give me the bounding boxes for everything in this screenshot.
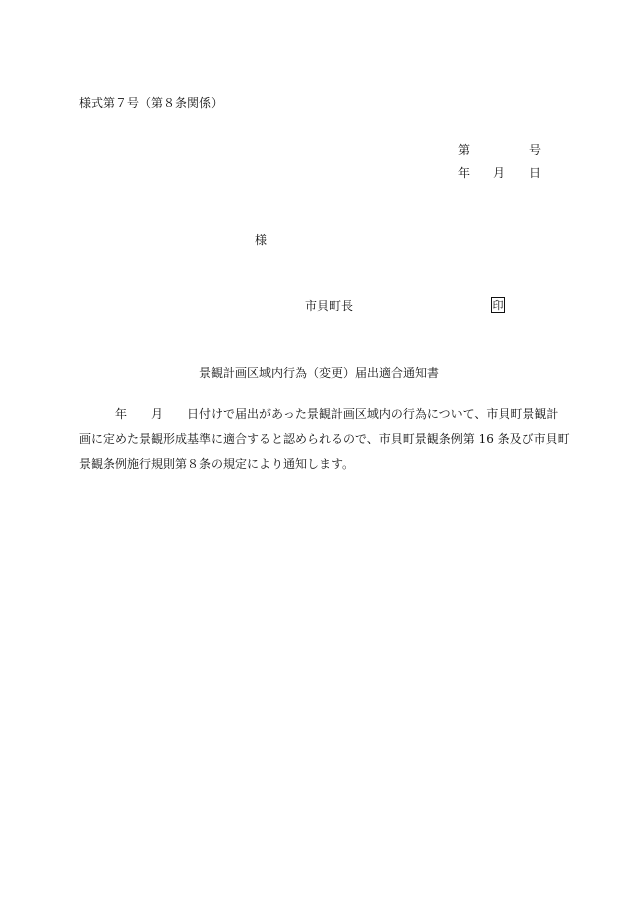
date-year-label: 年 (458, 166, 471, 180)
document-number-prefix: 第 (458, 143, 471, 157)
body-line-2: 画に定めた景観形成基準に適合すると認められるので、市貝町景観条例第 16 条及び市貝町 (79, 432, 570, 446)
date-month-label: 月 (493, 166, 506, 180)
body-line-3: 景観条例施行規則第８条の規定により通知します。 (79, 457, 355, 471)
addressee-honorific: 様 (255, 233, 268, 247)
issuer-name: 市貝町長 (305, 299, 354, 313)
body-month-label: 月 (151, 407, 164, 421)
document-title: 景観計画区域内行為（変更）届出適合通知書 (199, 366, 440, 380)
date-day-label: 日 (529, 166, 542, 180)
seal-mark: 印 (492, 298, 504, 312)
document-number-suffix: 号 (529, 143, 542, 157)
body-line-1 (79, 408, 558, 420)
body-year-label: 年 (115, 407, 128, 421)
body-line-1-text: 日付けで届出があった景観計画区域内の行為について、市貝町景観計 (187, 407, 559, 421)
form-number: 様式第７号（第８条関係） (79, 96, 224, 110)
